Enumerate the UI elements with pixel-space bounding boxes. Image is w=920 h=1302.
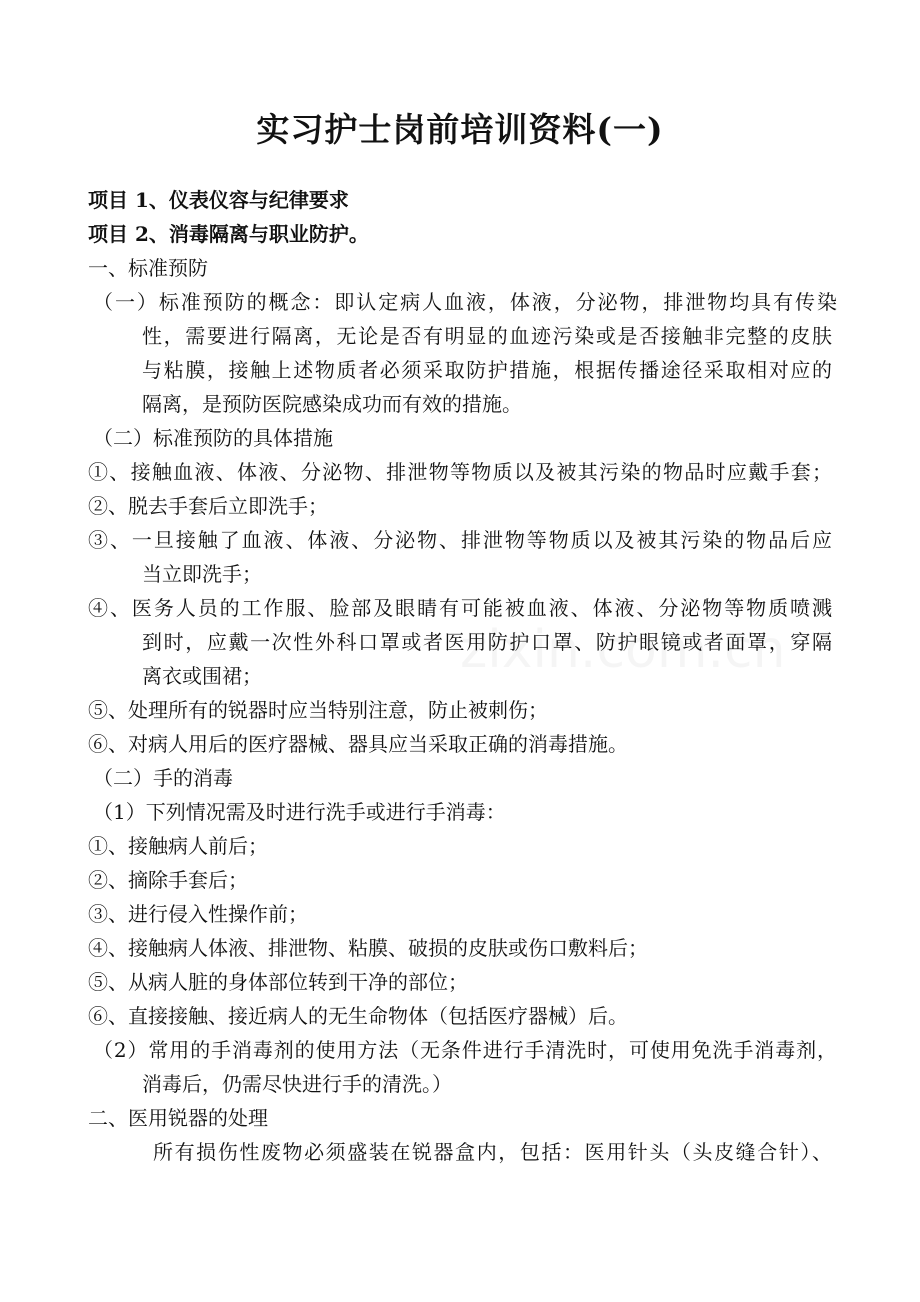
subsection-heading: （二）手的消毒: [93, 766, 233, 790]
list-item: ⑥、对病人用后的医疗器械、器具应当采取正确的消毒措施。: [88, 732, 628, 756]
list-item: ③、进行侵入性操作前；: [88, 902, 308, 926]
list-item: ③、一旦接触了血液、体液、分泌物、排泄物等物质以及被其污染的物品后应: [88, 528, 832, 552]
section-heading-1: 项目 1、仪表仪容与纪律要求: [88, 188, 349, 212]
list-item: ⑤、从病人脏的身体部位转到干净的部位；: [88, 970, 468, 994]
subsection-heading: 一、标准预防: [88, 256, 208, 280]
section-heading: 二、医用锐器的处理: [88, 1106, 268, 1130]
subsection-heading: （二）标准预防的具体措施: [93, 426, 333, 450]
list-item: ①、接触病人前后；: [88, 834, 268, 858]
list-item: ④、医务人员的工作服、脸部及眼睛有可能被血液、体液、分泌物等物质喷溅: [88, 596, 832, 620]
paragraph-line: 所有损伤性废物必须盛装在锐器盒内，包括：医用针头（头皮缝合针）、: [153, 1140, 832, 1164]
list-item: ②、摘除手套后；: [88, 868, 248, 892]
section-heading-2: 项目 2、消毒隔离与职业防护。: [88, 222, 369, 246]
paragraph-line: 消毒后，仍需尽快进行手的清洗。）: [142, 1072, 452, 1096]
paragraph-line: 隔离，是预防医院感染成功而有效的措施。: [142, 392, 522, 416]
paragraph-line: （2）常用的手消毒剂的使用方法（无条件进行手清洗时，可使用免洗手消毒剂，: [93, 1038, 837, 1062]
list-item-continuation: 当立即洗手；: [142, 562, 262, 586]
list-item: ④、接触病人体液、排泄物、粘膜、破损的皮肤或伤口敷料后；: [88, 936, 648, 960]
list-item-continuation: 离衣或围裙；: [142, 664, 262, 688]
document-title: 实习护士岗前培训资料(一): [256, 110, 664, 149]
paragraph-line: 性，需要进行隔离，无论是否有明显的血迹污染或是否接触非完整的皮肤: [142, 324, 832, 348]
list-item: ①、接触血液、体液、分泌物、排泄物等物质以及被其污染的物品时应戴手套；: [88, 460, 832, 484]
list-item: ⑤、处理所有的锐器时应当特别注意，防止被刺伤；: [88, 698, 548, 722]
paragraph-line: （1）下列情况需及时进行洗手或进行手消毒：: [93, 800, 506, 824]
paragraph-line: （一）标准预防的概念：即认定病人血液，体液，分泌物，排泄物均具有传染: [93, 290, 837, 314]
list-item-continuation: 到时，应戴一次性外科口罩或者医用防护口罩、防护眼镜或者面罩，穿隔: [142, 630, 832, 654]
list-item: ⑥、直接接触、接近病人的无生命物体（包括医疗器械）后。: [88, 1004, 628, 1028]
list-item: ②、脱去手套后立即洗手；: [88, 494, 328, 518]
paragraph-line: 与粘膜，接触上述物质者必须采取防护措施，根据传播途径采取相对应的: [142, 358, 832, 382]
